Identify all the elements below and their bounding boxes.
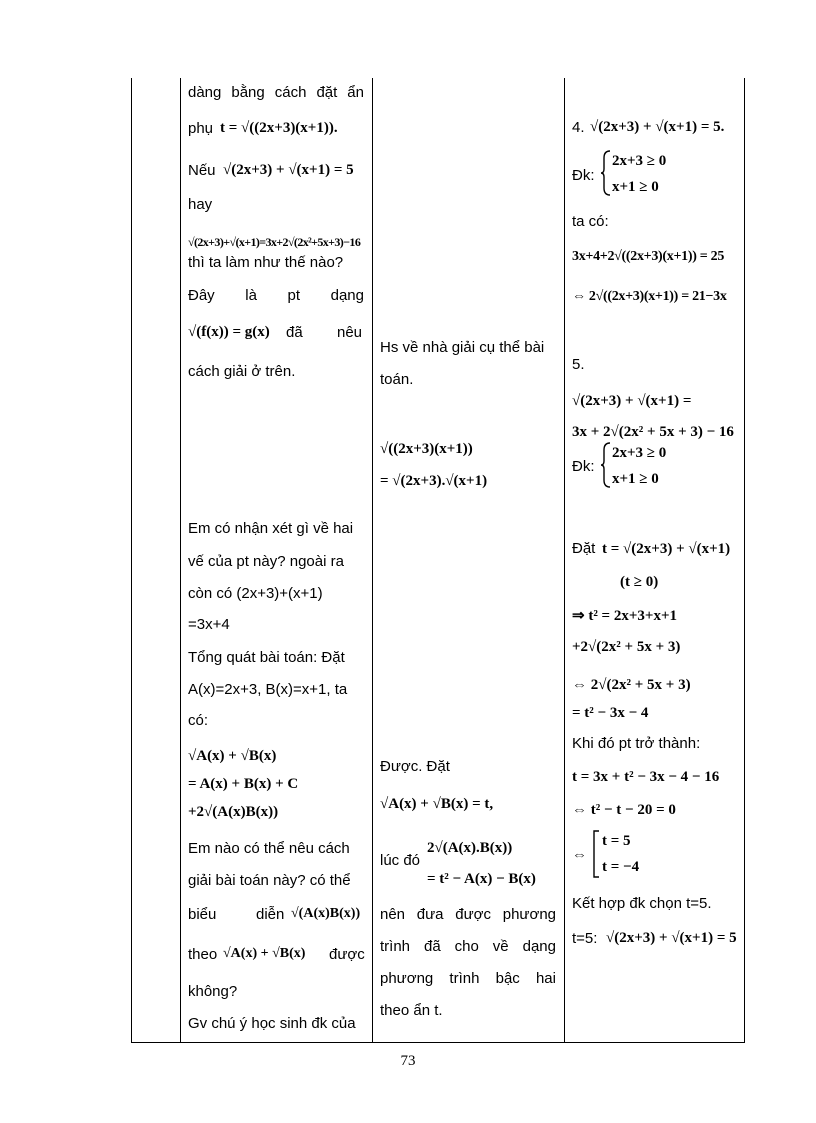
col4-root-a: t = 5 <box>602 833 631 849</box>
col3-p2-prefix: lúc đó <box>380 852 421 869</box>
col3-p2-math2: 2√(A(x).B(x)) <box>427 840 513 856</box>
col2-p3-line1: Em nào có thể nêu cách <box>188 840 350 857</box>
col4-system-brace-1 <box>600 150 612 196</box>
col4-eq5a: √(2x+3) + √(x+1) = <box>572 393 692 409</box>
col2-line7: Đây là pt dạng <box>188 287 364 304</box>
page-number: 73 <box>400 1053 416 1069</box>
col3-p2-line5: theo ẩn t. <box>380 1002 443 1019</box>
col4-dk-label-2: Đk: <box>572 458 595 475</box>
col4-item4-equation: √(2x+3) + √(x+1) = 5. <box>590 119 725 135</box>
col2-p2-line3: còn có (2x+3)+(x+1) <box>188 585 323 602</box>
col2-line8-tail-1: đã <box>286 324 303 341</box>
col4-dat-math: t = √(2x+3) + √(x+1) <box>602 541 731 557</box>
col4-eq5b: 3x + 2√(2x² + 5x + 3) − 16 <box>572 424 734 440</box>
col4-step3: ⇔ 2√(2x² + 5x + 3) <box>572 677 691 693</box>
col2-p3-line6: Gv chú ý học sinh đk của <box>188 1015 356 1032</box>
col2-p3-line3-word: biểu <box>188 906 217 923</box>
col4-item5-number: 5. <box>572 356 585 373</box>
col3-p2-line1: Được. Đặt <box>380 758 450 775</box>
col2-p3-line3-math: √(A(x)B(x)) <box>291 906 361 921</box>
col4-step2: +2√(2x² + 5x + 3) <box>572 639 681 655</box>
col4-equiv-symbol: ⇔ <box>572 847 587 863</box>
col3-line1: Hs về nhà giải cụ thể bài <box>380 339 545 356</box>
col4-dk1-a: 2x+3 ≥ 0 <box>612 153 667 169</box>
col2-p2-line1: Em có nhận xét gì về hai <box>188 520 354 537</box>
col4-bracket <box>592 830 600 878</box>
col2-p3-line4-math: √A(x) + √B(x) <box>223 946 306 961</box>
col2-p2-line5: Tổng quát bài toán: Đặt <box>188 649 345 666</box>
col4-step4: = t² − 3x − 4 <box>572 705 649 721</box>
col4-root-b: t = −4 <box>602 859 640 875</box>
col2-general-eq-1: √A(x) + √B(x) <box>188 748 277 764</box>
col4-item4-prefix: 4. <box>572 119 585 136</box>
col4-ketluan: Kết hợp đk chọn t=5. <box>572 895 712 912</box>
col2-line2-prefix: phụ <box>188 120 214 137</box>
col3-p2-math1: √A(x) + √B(x) = t, <box>380 796 494 812</box>
col2-line8-tail-2: nêu <box>337 324 363 341</box>
column-divider-1 <box>180 78 181 1043</box>
col4-taco: ta có: <box>572 213 609 230</box>
col2-substitution-formula: t = √((2x+3)(x+1)). <box>220 120 338 136</box>
col2-p2-line2: vế của pt này? ngoài ra <box>188 553 344 570</box>
col2-p3-line4-prefix: theo <box>188 946 218 963</box>
col2-p3-line3-word2: diễn <box>256 906 285 923</box>
col3-math1: √((2x+3)(x+1)) <box>380 441 473 457</box>
col2-p3-line5: không? <box>188 983 238 1000</box>
col2-general-eq-2: = A(x) + B(x) + C <box>188 776 299 792</box>
col4-step5: t = 3x + t² − 3x − 4 − 16 <box>572 769 720 785</box>
col4-dk-label-1: Đk: <box>572 167 595 184</box>
col3-p2-line4: phương trình bậc hai <box>380 970 556 987</box>
col4-eq1: 3x+4+2√((2x+3)(x+1)) = 25 <box>572 249 725 264</box>
col3-p2-line3: trình đã cho về dạng <box>380 938 556 955</box>
column-divider-3 <box>564 78 565 1043</box>
col4-dat-label: Đặt <box>572 540 596 557</box>
col4-step6: ⇔ t² − t − 20 = 0 <box>572 802 676 818</box>
col4-eq2: ⇔ 2√((2x+3)(x+1)) = 21−3x <box>572 289 727 304</box>
col2-line1: dàng bằng cách đặt ẩn <box>188 84 364 101</box>
col2-p2-line7: có: <box>188 712 209 729</box>
col4-system-brace-2 <box>600 442 612 488</box>
col3-p2-line2: nên đưa được phương <box>380 906 556 923</box>
col2-line4: hay <box>188 196 213 213</box>
col4-final-prefix: t=5: <box>572 930 598 947</box>
col4-final-equation: √(2x+3) + √(x+1) = 5 <box>606 930 737 946</box>
col4-khido: Khi đó pt trở thành: <box>572 735 701 752</box>
column-divider-2 <box>372 78 373 1043</box>
col2-p2-line4: =3x+4 <box>188 616 230 633</box>
col2-general-eq-3: +2√(A(x)B(x)) <box>188 804 279 820</box>
col4-dk2-b: x+1 ≥ 0 <box>612 471 659 487</box>
col4-dk2-a: 2x+3 ≥ 0 <box>612 445 667 461</box>
col2-line3-prefix: Nếu <box>188 162 216 179</box>
col2-p2-line6: A(x)=2x+3, B(x)=x+1, ta <box>188 681 348 698</box>
col4-step1: ⇒ t² = 2x+3+x+1 <box>572 608 677 624</box>
col2-p3-line2: giải bài toán này? có thể <box>188 872 351 889</box>
col2-equation-4: √(2x+3) + √(x+1) = 5 <box>223 162 354 178</box>
col2-line6: thì ta làm như thế nào? <box>188 254 344 271</box>
col2-line9: cách giải ở trên. <box>188 363 296 380</box>
col4-condition: (t ≥ 0) <box>620 574 659 590</box>
col2-equation-5: √(2x+3)+√(x+1)=3x+2√(2x²+5x+3)−16 <box>188 235 361 249</box>
col2-form-fx-gx: √(f(x)) = g(x) <box>188 324 270 340</box>
col3-line2: toán. <box>380 371 414 388</box>
col4-dk1-b: x+1 ≥ 0 <box>612 179 659 195</box>
col3-p2-math3: = t² − A(x) − B(x) <box>427 871 536 887</box>
col2-p3-line4-suffix: được <box>329 946 365 963</box>
col3-math2: = √(2x+3).√(x+1) <box>380 473 488 489</box>
